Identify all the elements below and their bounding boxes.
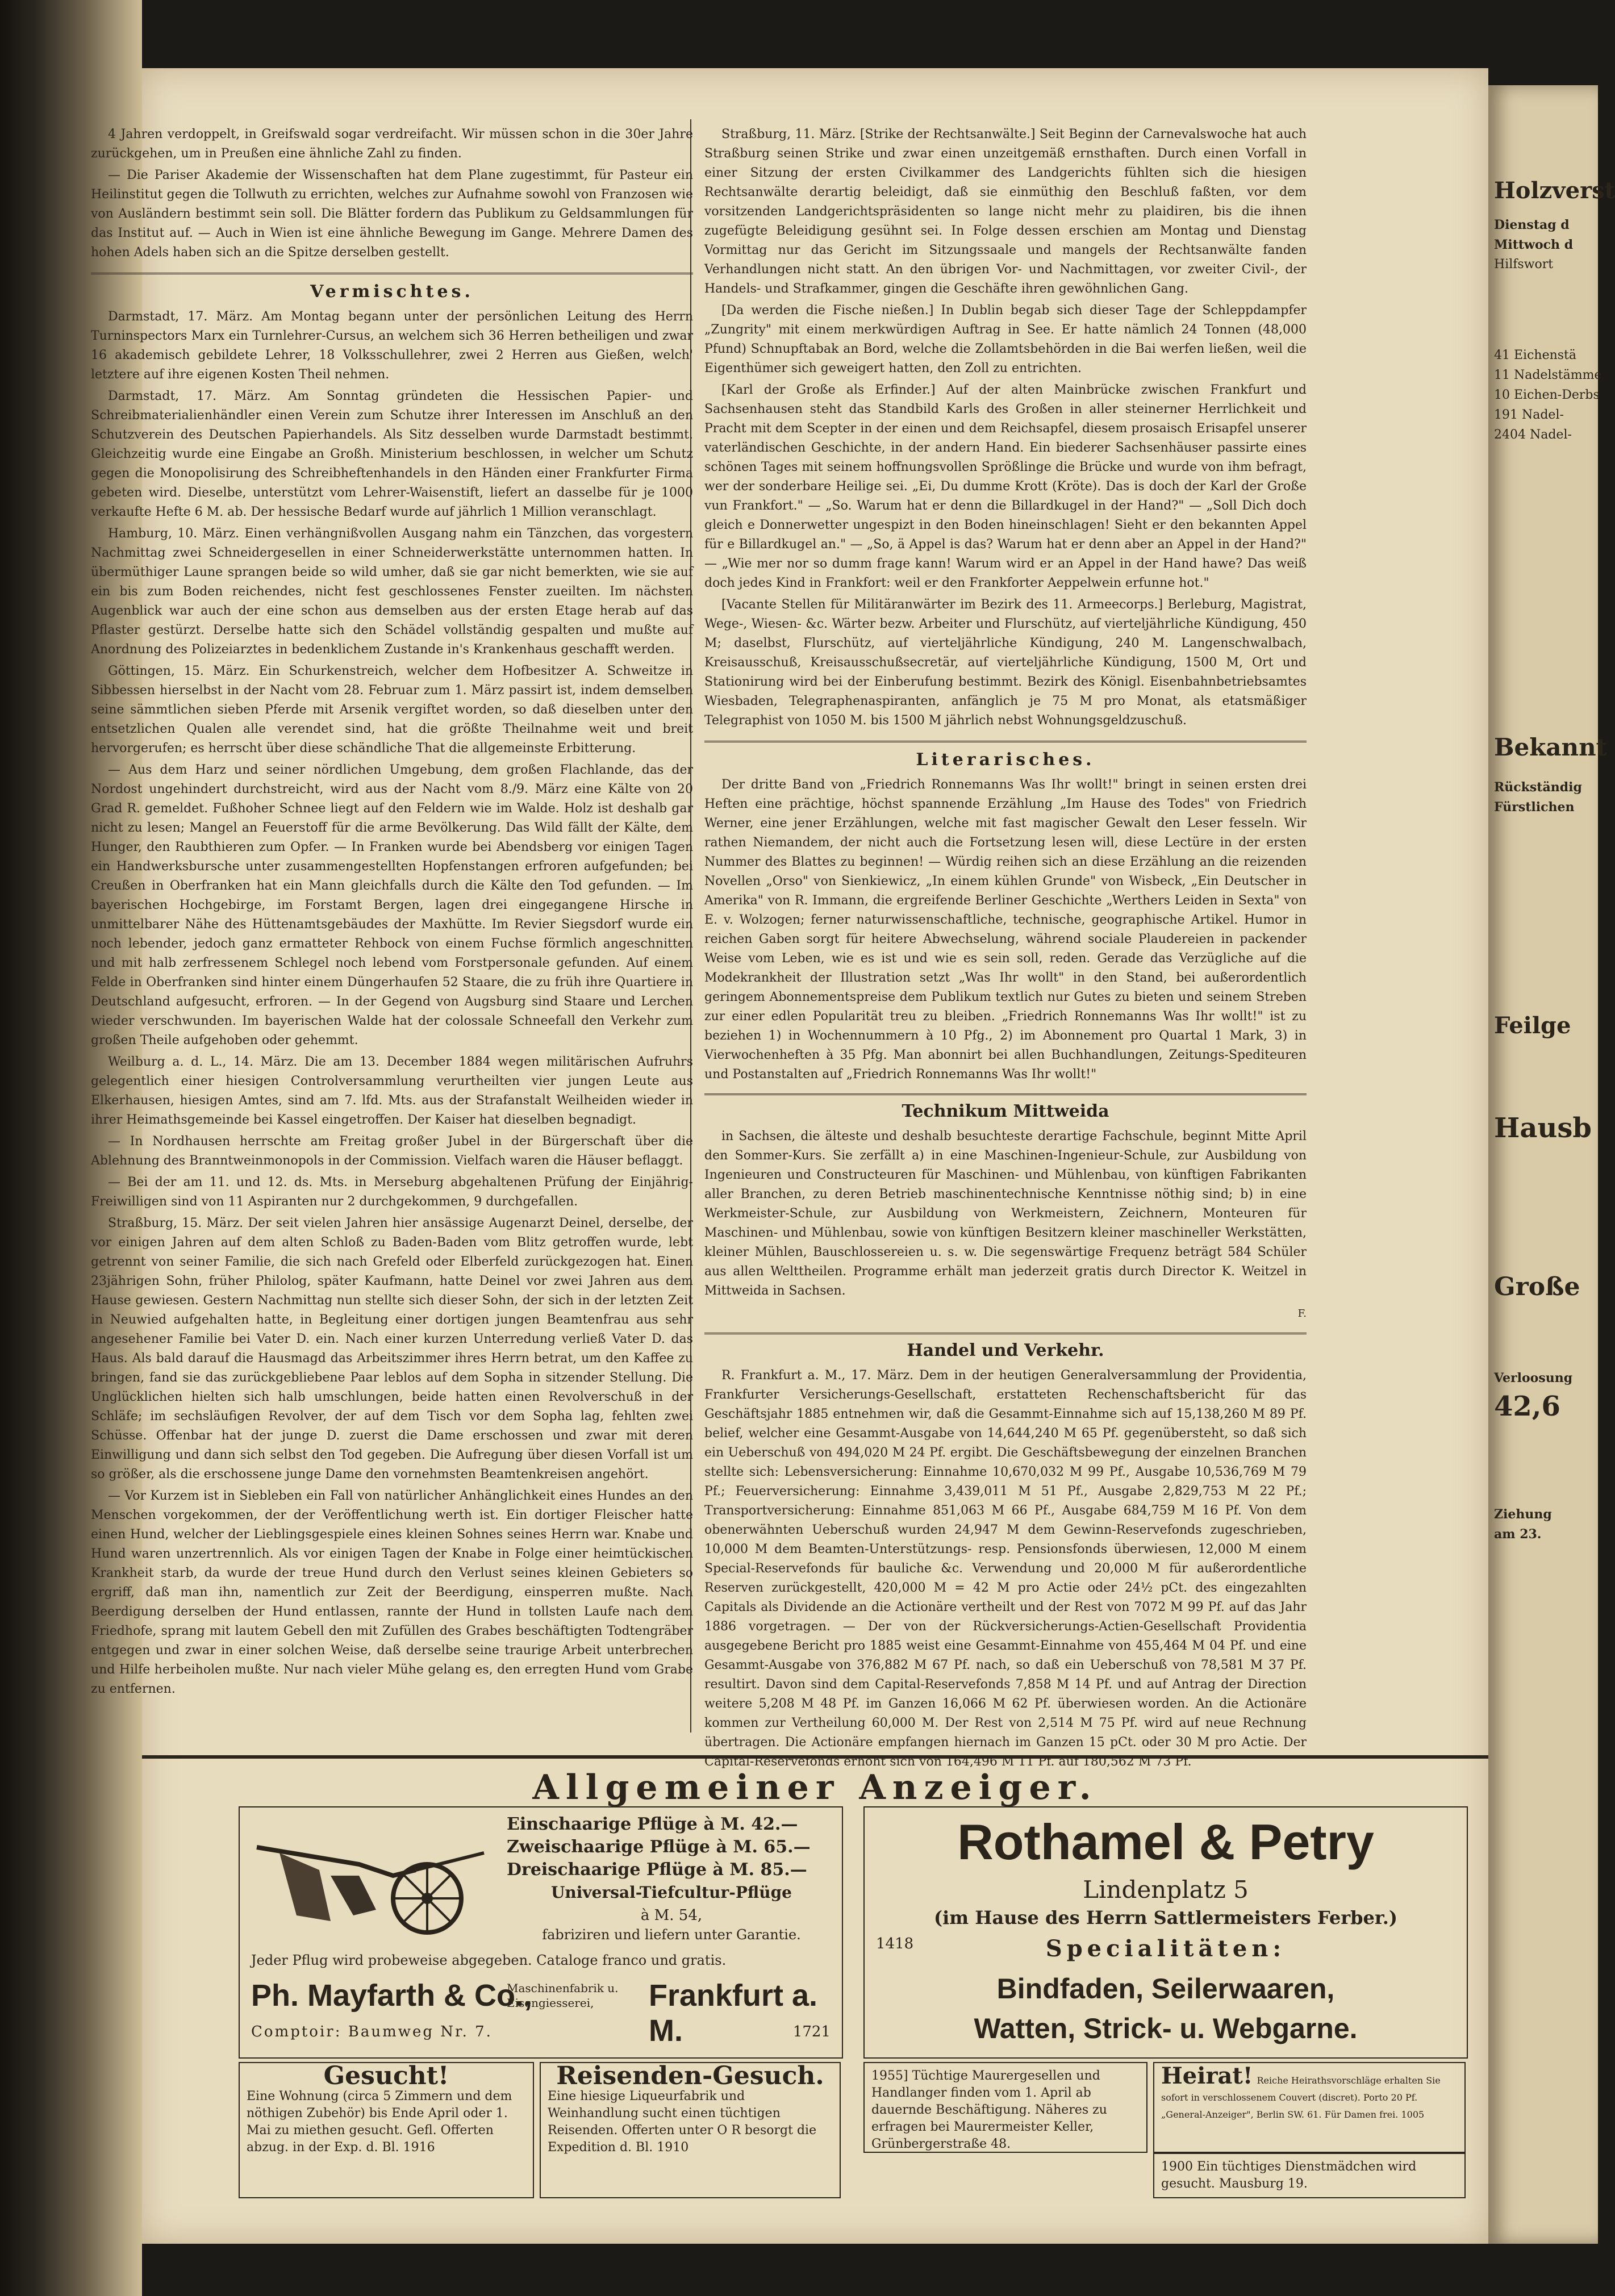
adjacent-page-text: Große bbox=[1494, 1272, 1580, 1301]
mason-ad bbox=[863, 2062, 1147, 2153]
adjacent-page-text: 41 Eichenstä bbox=[1494, 348, 1577, 362]
article-paragraph: R. Frankfurt a. M., 17. März. Dem in der heutigen Generalversammlung der Providentia, Frankfurter Versicherungs-Gesellschaft, erstatteten Rechenschaftsbericht für das Geschäftsjahr 1885 entnehmen wir, daß die Gesammt-Einnahme sich auf 15,138,260 M 89 Pf. belief, welcher eine Gesammt-Ausgabe von 14,644,240 M 65 Pf. gegenübersteht, so daß sich ein Ueberschuß von 494,020 M 24 Pf. ergibt. Die Geschäftsbewegung der einzelnen Branchen stellte sich: Lebensversicherung: Einnahme 10,670,032 M 99 Pf., Ausgabe 10,536,769 M 79 Pf.; Feuerversicherung: Einnahme 3,439,011 M 51 Pf., Ausgabe 2,829,753 M 22 Pf.; Transportversicherung: Einnahme 851,063 M 66 Pf., Ausgabe 684,759 M 16 Pf. Von dem obenerwähnten Ueberschuß wurden 24,947 M dem Gewinn-Reservefonds zugeschrieben, 10,000 M dem Beamten-Unterstützungs- resp. Pensionsfonds überwiesen, 12,000 M einem Special-Reservefonds für bauliche &c. Verwendung und 20,000 M für außerordentliche Reserven zurückgestellt, 420,000 M = 42 M pro Actie oder 24½ pCt. des eingezahlten Capitals als Dividende an die Actionäre vertheilt und der Rest von 7072 M 99 Pf. auf das Jahr 1886 vorgetragen. — Der von der Rückversicherungs-Actien-Gesellschaft Providentia ausgegebene Bericht pro 1885 weist eine Gesammt-Einnahme von 455,464 M 04 Pf. und eine Gesammt-Ausgabe von 376,882 M 67 Pf. nach, so daß ein Ueberschuß von 78,581 M 37 Pf. resultirt. Davon sind dem Capital-Reservefonds 7,858 M 14 Pf. und auf Antrag der Direction weitere 5,208 M 48 Pf. im Ganzen 16,066 M 62 Pf. überwiesen worden. An die Actionäre kommen zur Vertheilung 60,000 M. Der Rest von 2,514 M 75 Pf. wird auf neue Rechnung übertragen. Die Actionäre empfangen hiernach im Ganzen 15 pCt. oder 30 M pro Actie. Der Capital-Reservefonds erhöht sich von 164,496 M 11 Pf. auf 180,562 M 73 Pf. bbox=[704, 1368, 1307, 1769]
article-paragraph: Darmstadt, 17. März. Am Sonntag gründeten die Hessischen Papier- und Schreibmaterialienhändler einen Verein zum Schutze ihrer Interessen im Anschluß an den Schutzverein des Deutschen Papierhandels. Als Sitz desselben wurde Darmstadt bestimmt. Gleichzeitig wurde eine Eingabe an Großh. Ministerium beschlossen, in welcher um Schutz gegen die Monopolisirung des Schreibheftenhandels in den Händen einer Frankfurter Firma gebeten wird. Dieselbe, unterstützt vom Lehrer-Waisenstift, liefert an dasselbe für je 1000 verkaufte Hefte 6 M. ab. Der hessische Bedarf wurde auf jährlich 1 Million veranschlagt. bbox=[91, 389, 693, 519]
plow-firm-name: Ph. Mayfarth & Co., bbox=[251, 1978, 533, 2013]
adjacent-page-fragment bbox=[1488, 85, 1615, 2244]
article-paragraph: in Sachsen, die älteste und deshalb besuchteste derartige Fachschule, beginnt Mitte April den Sommer-Kurs. Sie zerfällt a) in eine Maschinen-Ingenieur-Schule, zur Ausbildung von Ingenieuren und Constructeuren für Maschinen- und Mühlenbau, von künftigen Fabrikanten aller Branchen, zu deren Betrieb maschinentechnische Kenntnisse nöthig sind; b) in eine Werkmeister-Schule, zur Ausbildung von Werkmeistern, Zeichnern, Monteuren für Maschinen- und Mühlenbau, sowie von künftigen Besitzern kleiner maschineller Werkstätten, kleiner Mühlen, Bauschlossereien u. s. w. Die segenswärtige Frequenz beträgt 584 Schüler aus allen Welttheilen. Programme erhält man jederzeit gratis durch Director K. Weitzel in Mittweida in Sachsen. bbox=[704, 1129, 1307, 1298]
plow-price-list bbox=[507, 1813, 836, 1927]
plow-advertisement bbox=[239, 1806, 843, 2059]
left-column bbox=[91, 125, 693, 1701]
rothamel-petry-advertisement bbox=[863, 1806, 1468, 2059]
wanted-ad bbox=[239, 2062, 534, 2198]
adjacent-page-text: 2404 Nadel- bbox=[1494, 428, 1572, 442]
rp-goods-line: Watten, Strick- u. Webgarne. bbox=[974, 2013, 1358, 2044]
article-paragraph: Weilburg a. d. L., 14. März. Die am 13. December 1884 wegen militärischen Aufruhrs gelegentlich einer hiesigen Controlversammlung verurtheilten vier jungen Leute aus Elkerhausen, hiesigen Amtes, sind am 7. lfd. Mts. aus der Strafanstalt Weilheiden wieder in ihrer Heimathsgemeinde bei Kassel eingetroffen. Der Kaiser hat dieselben begnadigt. bbox=[91, 1055, 693, 1127]
rp-firm-name: Rothamel & Petry bbox=[957, 1814, 1374, 1870]
plow-guarantee: fabriziren und liefern unter Garantie. bbox=[542, 1927, 801, 1943]
article-paragraph: [Vacante Stellen für Militäranwärter im Bezirk des 11. Armeecorps.] Berleburg, Magistrat, Wege-, Wiesen- &c. Wärter bezw. Arbeiter und Flurschütz, auf vierteljährliche Kündigung, 450 M; daselbst, Flurschütz, auf vierteljährliche Kündigung, 240 M. Langenschwalbach, Kreisausschuß, Kreisausschußsecretär, auf vierteljährliche Kündigung, 1500 M, Ort und Stationirung wird bei der Einberufung bestimmt. Bezirk des Königl. Eisenbahnbetriebsamtes Wiesbaden, Telegraphenaspiranten, anfänglich je 75 M pro Monat, als etatsmäßiger Telegraphist von 1050 M. bis 1500 M jährlich nebst Wohnungsgeldzuschuß. bbox=[704, 598, 1307, 728]
plow-price-line: Dreischaarige Pflüge à M. 85.— bbox=[507, 1860, 807, 1880]
marriage-ad-title: Heirat! bbox=[1161, 2063, 1253, 2089]
wanted-ad-title: Gesucht! bbox=[323, 2061, 449, 2090]
traveller-ad-text: Eine hiesige Liqueurfabrik und Weinhandlung sucht einen tüchtigen Reisenden. Offerten unter O R besorgt die Expedition d. Bl. 1910 bbox=[548, 2089, 817, 2155]
adjacent-page-text: Hausb bbox=[1494, 1112, 1592, 1144]
adjacent-page-text: Bekannt bbox=[1494, 733, 1608, 761]
article-paragraph: 4 Jahren verdoppelt, in Greifswald sogar verdreifacht. Wir müssen schon in die 30er Jahre zurückgehen, um in Preußen eine ähnliche Zahl zu finden. bbox=[91, 127, 693, 161]
advertiser-header: Allgemeiner Anzeiger. bbox=[142, 1755, 1488, 1807]
article-paragraph: — Bei der am 11. und 12. ds. Mts. in Merseburg abgehaltenen Prüfung der Einjährig-Freiwilligen sind von 11 Aspiranten nur 2 durchgekommen, 9 durchgefallen. bbox=[91, 1175, 693, 1209]
article-paragraph: Göttingen, 15. März. Ein Schurkenstreich, welcher dem Hofbesitzer A. Schweitze in Sibbessen hierselbst in der Nacht vom 28. Februar zum 1. März passirt ist, indem demselben seine sämmtlichen sieben Pferde mit Arsenik vergiftet worden, so daß dieselben unter den entsetzlichen Qualen alle verendet sind, hat die größte Theilnahme weit und breit hervorgerufen; es herrscht über diese schändliche That die allgemeinste Erbitterung. bbox=[91, 664, 693, 755]
section-heading-technikum: Technikum Mittweida bbox=[704, 1093, 1307, 1121]
maid-ad bbox=[1153, 2153, 1466, 2198]
rp-address: Lindenplatz 5 bbox=[1083, 1876, 1249, 1903]
rp-specialities-label: Specialitäten: bbox=[1045, 1935, 1286, 1962]
article-paragraph: [Da werden die Fische nießen.] In Dublin begab sich dieser Tage der Schleppdampfer „Zungrity" mit einem merkwürdigen Auftrag in See. Er hatte nämlich 24 Tonnen (48,000 Pfund) Schnupftabak an Bord, welche die Zollamtsbehörden in die Bai werfen ließen, weil die Eigenthümer sich geweigert hatten, den Zoll zu entrichten. bbox=[704, 303, 1307, 375]
adjacent-page-text: Rückständig bbox=[1494, 780, 1582, 795]
plow-firm-type: Maschinenfabrik u. Eisengiesserei, bbox=[507, 1981, 619, 2010]
section-heading-literarisches: Literarisches. bbox=[704, 741, 1307, 770]
article-paragraph: — In Nordhausen herrschte am Freitag großer Jubel in der Bürgerschaft über die Ablehnung des Branntweinmonopols in der Commission. Vielfach waren die Häuser beflaggt. bbox=[91, 1134, 693, 1168]
plow-price-line: à M. 54, bbox=[640, 1907, 703, 1924]
article-paragraph: Hamburg, 10. März. Einen verhängnißvollen Ausgang nahm ein Tänzchen, das vorgestern Nachmittag zwei Schneidergesellen in einer Schneiderwerkstätte unternommen hatten. In übermüthiger Laune sprangen beide so wild umher, daß sie gar nicht bemerkten, wie sie auf ein bis zum Boden reichendes, nicht fest geschlossenes Fenster zueilten. Im nächsten Augenblick war auch der eine schon aus demselben aus der ersten Etage herab auf das Pflaster gestürzt. Derselbe hatte sich den Schädel vollständig gespalten und mußte auf Anordnung des Polizeiarztes in bedenklichem Zustande in's Krankenhaus geschafft werden. bbox=[91, 527, 693, 657]
adjacent-page-text: 11 Nadelstämme bbox=[1494, 368, 1602, 382]
adjacent-page-text: Holzverst bbox=[1494, 177, 1615, 204]
adjacent-page-text: Verloosung bbox=[1494, 1371, 1573, 1385]
traveller-wanted-ad bbox=[540, 2062, 841, 2198]
plow-firm-city: Frankfurt a. M. bbox=[649, 1978, 818, 2048]
adjacent-page-text: 191 Nadel- bbox=[1494, 408, 1564, 422]
adjacent-page-text: Mittwoch d bbox=[1494, 237, 1574, 252]
traveller-ad-title: Reisenden-Gesuch. bbox=[556, 2061, 824, 2090]
adjacent-page-text: Ziehung bbox=[1494, 1507, 1552, 1522]
article-paragraph: — Die Pariser Akademie der Wissenschaften hat dem Plane zugestimmt, für Pasteur ein Heilinstitut gegen die Tollwuth zu errichten, welches zur Aufnahme sowohl von Franzosen wie von Ausländern bestimmt sein soll. Die Blätter fordern das Publikum zu Geldsammlungen für das Institut auf. — Auch in Wien ist eine ähnliche Bewegung im Gange. Mehrere Damen des hohen Adels haben sich an die Spitze derselben gestellt. bbox=[91, 168, 693, 260]
rp-ad-number: 1418 bbox=[876, 1935, 914, 1952]
wanted-ad-text: Eine Wohnung (circa 5 Zimmern und dem nöthigen Zubehör) bis Ende April oder 1. Mai zu miethen gesucht. Gefl. Offerten abzug. in der Exp. d. Bl. 1916 bbox=[247, 2089, 512, 2155]
marriage-ad bbox=[1153, 2062, 1466, 2153]
plow-trial-note: Jeder Pflug wird probeweise abgegeben. Cataloge franco und gratis. bbox=[251, 1952, 727, 1968]
article-paragraph: Straßburg, 11. März. [Strike der Rechtsanwälte.] Seit Beginn der Carnevalswoche hat auch Straßburg seinen Strike und zwar einen unzeitgemäß ernsthaften. Durch einen Vorfall in einer Sitzung der ersten Civilkammer des Landgerichts fühlten sich die hiesigen Rechtsanwälte derartig beleidigt, daß sie einmüthig den Beschluß faßten, vor dem vorsitzenden Landgerichtspräsidenten so lange nicht mehr zu plaidiren, bis die ihnen zugefügte Beleidigung gesühnt sei. In Folge dessen erschien am Montag und Dienstag Vormittag nur das Gericht im Sitzungssaale und mangels der Rechtsanwälte fanden Verhandlungen nicht statt. An den übrigen Vor- und Nachmittagen, vor zweiter Civil-, der Handels- und Strafkammer, gingen die Geschäfte ihren gewöhnlichen Gang. bbox=[704, 127, 1307, 296]
adjacent-page-text: 10 Eichen-Derbs bbox=[1494, 388, 1600, 402]
plow-price-line: Einschaarige Pflüge à M. 42.— bbox=[507, 1814, 798, 1834]
article-paragraph: Darmstadt, 17. März. Am Montag begann unter der persönlichen Leitung des Herrn Turninspectors Marx ein Turnlehrer-Cursus, an welchem sich 36 Herren betheiligen und zwar 16 akademisch gebildete Lehrer, 18 Volksschullehrer, zwei 2 Herren aus Gießen, welch' letztere auf ihre eigenen Kosten Theil nehmen. bbox=[91, 310, 693, 382]
adjacent-page-text: Hilfswort bbox=[1494, 257, 1554, 272]
article-paragraph: Straßburg, 15. März. Der seit vielen Jahren hier ansässige Augenarzt Deinel, derselbe, der vor einigen Jahren auf dem alten Schloß zu Baden-Baden vom Blitz getroffen wurde, lebt getrennt von seiner Familie, die sich nach Grefeld oder Elberfeld zurückgezogen hat. Einen 23jährigen Sohn, früher Philolog, später Kaufmann, hatte Deinel vor zwei Jahren aus dem Hause gewiesen. Gestern Nachmittag nun stellte sich dieser Sohn, der sich in der letzten Zeit in Neuwied aufgehalten hatte, in Begleitung einer dortigen jungen Beamtenfrau aus sehr angesehener Familie bei Vater D. ein. Nach einer kurzen Unterredung verließ Vater D. das Haus. Als bald darauf die Hausmagd das Arbeitszimmer ihres Herrn betrat, um den Kaffee zu bringen, fand sie das zurückgebliebene Paar leblos auf dem Sopha in sitzender Stellung. Die Unglücklichen hielten sich halb umschlungen, beide hatten einen Revolverschuß in der Schläfe; im sechsläufigen Revolver, der auf dem Tisch vor dem Sopha lag, fehlten zwei Schüsse. Offenbar hat der junge D. zuerst die Dame erschossen und zwar mit deren Einwilligung und dann sich selbst den Tod gegeben. Die Aufregung über diesen Vorfall ist um so größer, als die erschossene junge Dame den vornehmsten Beamtenkreisen angehört. bbox=[91, 1216, 693, 1481]
article-paragraph: [Karl der Große als Erfinder.] Auf der alten Mainbrücke zwischen Frankfurt und Sachsenhausen steht das Standbild Karls des Großen in aller steinerner Herrlichkeit und Pracht mit dem Scepter in der einen und dem Reichsapfel, diesem prosaisch Erisapfel unserer vaterländischen Geschichte, in der andern Hand. Ein biederer Sachsenhäuser passirte eines schönen Tages mit seinem hoffnungsvollen Sprößlinge die Brücke und wurde von ihm befragt, wer der sonderbare Heilige sei. „Ei, Du dumme Krott (Kröte). Das is doch der Karl der Große vun Frankfort." — „So. Warum hat er denn die Billardkugel in der Hand?" — „Soll Dich doch gleich e Donnerwetter ungespizt in den Boden hineinschlagen! Sieht er den bekannten Appel für e Billardkugel an." — „So, ä Appel is das? Warum hat er denn aber an Appel in der Hand?" — „Wie mer nor so dumm frage kann! Warum wird er an Appel in der Hand hawe? Das weiß doch jedes Kind in Frankfort: weil er den Frankforter Aeppelwein erfunne hot." bbox=[704, 383, 1307, 590]
plow-ad-number: 1721 bbox=[792, 2023, 831, 2040]
article-paragraph: — Aus dem Harz und seiner nördlichen Umgebung, dem großen Flachlande, das der Nordost ungehindert durchstreicht, wird aus der Nacht vom 8./9. März eine Kälte von 20 Grad R. gemeldet. Fußhoher Schnee liegt auf den Feldern wie im Walde. Holz ist deshalb gar nicht zu lesen; Mangel an Feuerstoff für die arme Bevölkerung. Das Wild fällt der Kälte, dem Hunger, den Raubthieren zum Opfer. — In Franken wurde bei Abendsberg vor einigen Tagen ein Handwerksbursche unter zusammengestellten Hopfenstangen erfroren aufgefunden; bei Creußen in Oberfranken hat ein Mann gleichfalls durch die Kälte den Tod gefunden. — Im bayerischen Hochgebirge, im Forstamt Bergen, lagen drei eingegangene Hirsche in unmittelbarer Nähe des Hüttenamtsgebäudes der Maxhütte. Im Revier Siegsdorf wurde ein noch lebender, jedoch ganz ermatteter Rehbock von einem Fuchse förmlich angeschnitten und mit halb zerfressenem Schlegel noch lebend vom Forstpersonale gefunden. Auf einem Felde in Oberfranken sind hinter einem Düngerhaufen 52 Staare, die zu früh ihre Quartiere in Deutschland aufgesucht, erfroren. — In der Gegend von Augsburg sind Staare und Lerchen wieder verschwunden. Im bayerischen Walde hat der colossale Schneefall den Verkehr zum großen Theile aufgehoben oder gehemmt. bbox=[91, 763, 693, 1047]
adjacent-page-text: am 23. bbox=[1494, 1527, 1542, 1542]
adjacent-page-text: Feilge bbox=[1494, 1012, 1571, 1039]
article-signature: F. bbox=[1297, 1308, 1307, 1320]
plow-office-address: Comptoir: Baumweg Nr. 7. bbox=[251, 2023, 493, 2040]
plow-price-line: Zweischaarige Pflüge à M. 65.— bbox=[507, 1837, 811, 1857]
section-heading-vermischtes: Vermischtes. bbox=[91, 273, 693, 302]
mason-ad-text: 1955] Tüchtige Maurergesellen und Handlanger finden vom 1. April ab dauernde Beschäftigung. Näheres zu erfragen bei Maurermeister Keller, Grünbergerstraße 48. bbox=[871, 2069, 1107, 2151]
right-column bbox=[704, 125, 1307, 1774]
plow-price-line: Universal-Tiefcultur-Pflüge bbox=[551, 1883, 792, 1902]
maid-ad-text: 1900 Ein tüchtiges Dienstmädchen wird gesucht. Mausburg 19. bbox=[1161, 2160, 1417, 2191]
article-paragraph: — Vor Kurzem ist in Siebleben ein Fall von natürlicher Anhänglichkeit eines Hundes an den Menschen vorgekommen, der der Veröffentlichung werth ist. Ein dortiger Fleischer hatte einen Hund, welcher der Lieblingsgespiele eines kleinen Sohnes seines Herrn war. Knabe und Hund waren unzertrennlich. Als vor einigen Tagen der Knabe in Folge einer heimtückischen Krankheit starb, da wurde der treue Hund durch den Verlust seines kleinen Gebieters so ergriff, daß man ihn, namentlich zur Zeit der Beerdigung, einsperren mußte. Nach Beerdigung derselben der Hund entlassen, rannte der Hund in tollsten Laufe nach dem Friedhofe, sprang mit lautem Gebell den mit Zufüllen des Grabes beschäftigten Todtengräber entgegen und zwar in einer solchen Weise, daß derselbe seine traurige Arbeit unterbrechen und Hilfe herbeiholen mußte. Nur nach vieler Mühe gelang es, den erregten Hund vom Grabe zu entfernen. bbox=[91, 1489, 693, 1696]
adjacent-page-text: Fürstlichen bbox=[1494, 800, 1575, 815]
section-heading-handel: Handel und Verkehr. bbox=[704, 1333, 1307, 1360]
rp-goods-line: Bindfaden, Seilerwaaren, bbox=[996, 1973, 1335, 2005]
plow-illustration bbox=[245, 1813, 495, 1944]
rp-house-note: (im Hause des Herrn Sattlermeisters Ferber.) bbox=[933, 1907, 1398, 1928]
article-paragraph: Der dritte Band von „Friedrich Ronnemanns Was Ihr wollt!" bringt in seinen ersten drei Heften eine prächtige, höchst spannende Erzählung „Im Hause des Todes" von Friedrich Werner, eine jener Erzählungen, welche mit fast magischer Gewalt den Leser fesseln. Wir rathen Niemandem, der nicht auch die Fortsetzung lesen will, diese Lectüre in der ersten Nummer des Blattes zu beginnen! — Würdig reihen sich an diese Erzählung an die reizenden Novellen „Orso" von Sienkiewicz, „In einem kühlen Grunde" von Wisbeck, „Ein Deutscher in Amerika" von R. Immann, die ergreifende Berliner Geschichte „Werthers Leiden in Sexta" von E. v. Wolzogen; ferner naturwissenschaftliche, technische, geographische Artikel. Humor in reichen Gaben sorgt für heitere Abwechselung, während sociale Plaudereien in packender Weise vom Leben, wie es ist und wie es sein soll, reden. Gerade das Verzügliche auf die Modekrankheit der Illustration setzt „Was Ihr wollt" in den Stand, bei außerordentlich geringem Abonnementspreise dem Publikum textlich nur Gutes zu bieten und seinem Streben zur einer edlen Popularität treu zu bleiben. „Friedrich Ronnemanns Was Ihr wollt!" ist zu beziehen 1) in Wochennummern à 10 Pfg., 2) im Abonnement pro Quartal 1 Mark, 3) in Vierwochenheften à 35 Pfg. Man abonnirt bei allen Buchhandlungen, Zeitungs-Spediteuren und Postanstalten auf „Friedrich Ronnemanns Was Ihr wollt!" bbox=[704, 778, 1307, 1082]
adjacent-page-text: 42,6 bbox=[1494, 1391, 1560, 1422]
marriage-ad-text: Reiche Heirathsvorschläge erhalten Sie sofort in verschlossenem Couvert (discret). Porto 20 Pf. „General-Anzeiger", Berlin SW. 61. Für Damen frei. 1005 bbox=[1161, 2075, 1441, 2120]
adjacent-page-text: Dienstag d bbox=[1494, 218, 1570, 232]
